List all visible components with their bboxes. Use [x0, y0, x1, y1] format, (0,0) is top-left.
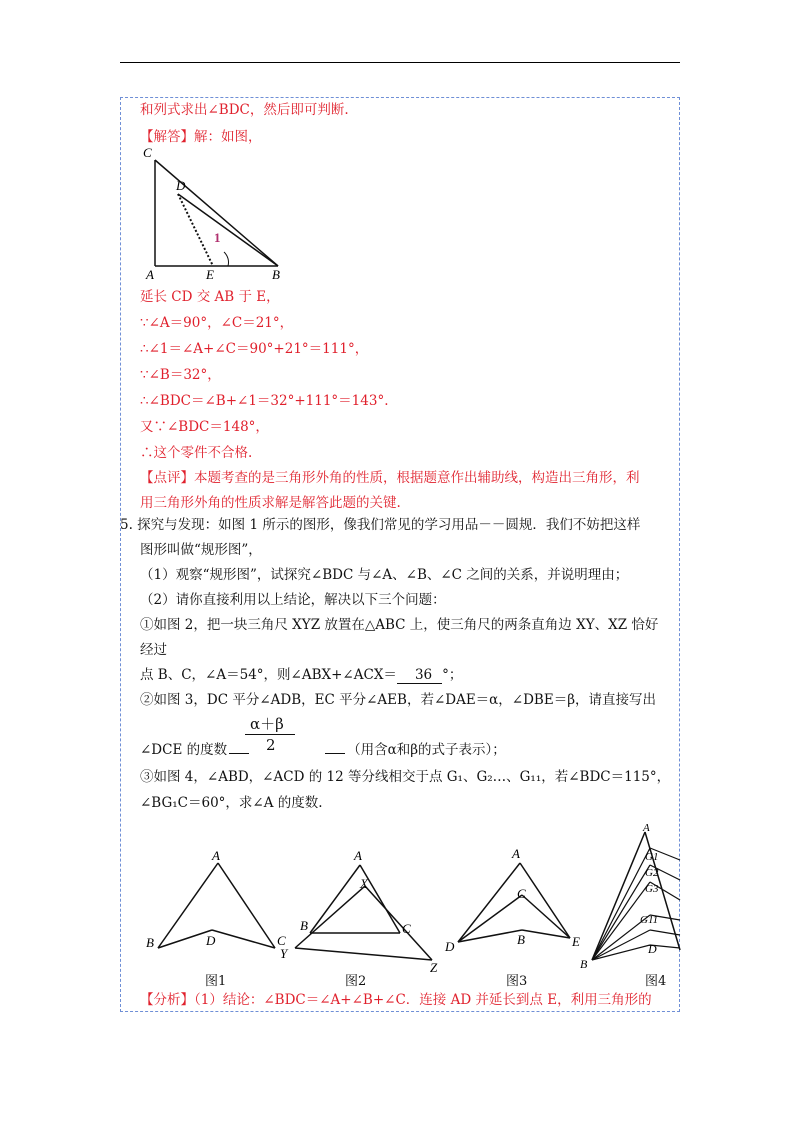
svg-text:G11: G11	[640, 914, 659, 926]
fraction-numerator: α＋β	[250, 715, 284, 733]
caption-figure-4: 图4	[645, 974, 667, 989]
question-2-2-b-end: （用含α和β的式子表示）；	[347, 742, 506, 758]
label-A: A	[146, 267, 154, 282]
question-2-1-c	[140, 665, 462, 685]
question-2-2-b-text: ∠DCE 的度数	[140, 742, 228, 758]
problem5-line-2: 图形叫做“规形图”，	[140, 542, 262, 558]
svg-text:B: B	[517, 932, 525, 947]
step-5: ∴∠BDC＝∠B+∠1＝32°+111°＝143°.	[140, 393, 389, 409]
label-C: C	[143, 145, 152, 160]
step-2: ∵∠A＝90°，∠C＝21°，	[140, 315, 294, 331]
svg-text:Y: Y	[280, 946, 288, 961]
svg-text:Z: Z	[430, 960, 438, 975]
header-rule	[120, 62, 680, 63]
question-2-2-a: ②如图 3，DC 平分∠ADB，EC 平分∠AEB，若∠DAE＝α，∠DBE＝β，请直接写出	[140, 692, 657, 708]
svg-text:A: A	[643, 822, 650, 834]
svg-text:B: B	[300, 918, 308, 933]
question-2-1-b: 经过	[140, 642, 167, 658]
question-1: （1）观察“规形图”，试探究∠BDC 与∠A、∠B、∠C 之间的关系，并说明理由；	[140, 567, 629, 583]
question-2-1-a: ①如图 2，把一块三角尺 XYZ 放置在△ABC 上，使三角尺的两条直角边 XY、XZ 恰好	[140, 617, 659, 633]
svg-text:G3: G3	[645, 883, 659, 895]
caption-figure-3: 图3	[506, 974, 528, 989]
svg-text:C: C	[517, 886, 526, 901]
question-2: （2）请你直接利用以上结论，解决以下三个问题：	[140, 592, 446, 608]
svg-text:G1: G1	[645, 851, 659, 863]
fraction-bar	[245, 734, 295, 735]
comment-line-1: 【点评】本题考查的是三角形外角的性质，根据题意作出辅助线，构造出三角形，利	[140, 470, 640, 486]
svg-text:C: C	[277, 933, 286, 948]
question-2-2-b	[140, 740, 506, 760]
label-D: D	[176, 178, 186, 193]
step-4: ∵∠B＝32°，	[140, 367, 221, 383]
svg-text:D: D	[445, 939, 455, 954]
comment-line-2: 用三角形外角的性质求解是解答此题的关键.	[140, 495, 401, 511]
caption-figure-2: 图2	[345, 974, 367, 989]
step-6: 又∵∠BDC＝148°，	[140, 419, 269, 435]
question-2-1-c-text: 点 B、C，∠A＝54°，则∠ABX+∠ACX＝	[140, 667, 397, 683]
triangle-figure	[140, 142, 300, 286]
label-B: B	[272, 267, 280, 282]
svg-text:X: X	[360, 876, 368, 891]
caption-figure-1: 图1	[205, 974, 227, 989]
answer-blank-36: 36	[397, 667, 442, 684]
figure-4	[580, 822, 680, 971]
svg-text:B: B	[580, 957, 588, 971]
label-E: E	[206, 267, 214, 282]
svg-text:A: A	[354, 848, 362, 863]
question-2-3-b: ∠BG₁C＝60°，求∠A 的度数.	[140, 795, 323, 811]
question-2-1-c-end: °；	[442, 667, 463, 683]
figure-1	[146, 848, 286, 950]
figures-row	[140, 820, 685, 994]
figure-2	[280, 848, 438, 975]
step-3: ∴∠1＝∠A+∠C＝90°+21°＝111°，	[140, 341, 369, 357]
svg-text:C: C	[402, 921, 411, 936]
label-angle-1: 1	[214, 230, 221, 245]
blank-left	[229, 753, 249, 754]
problem5-line-1: 5. 探究与发现：如图 1 所示的图形，像我们常见的学习用品－－圆规．我们不妨把这样	[120, 517, 641, 533]
svg-text:A: A	[512, 846, 520, 861]
svg-text:D: D	[206, 933, 216, 948]
blank-right	[325, 753, 345, 754]
svg-text:D: D	[648, 942, 657, 956]
svg-text:E: E	[572, 934, 580, 949]
step-1: 延长 CD 交 AB 于 E，	[140, 289, 280, 305]
question-2-3-a: ③如图 4，∠ABD，∠ACD 的 12 等分线相交于点 G₁、G₂…、G₁₁，若∠BDC＝115°，	[140, 769, 671, 785]
figure-3	[444, 846, 580, 954]
svg-text:A: A	[212, 848, 220, 863]
analysis-tail: 和列式求出∠BDC，然后即可判断.	[140, 102, 349, 118]
analysis-line: 【分析】（1）结论：∠BDC＝∠A+∠B+∠C．连接 AD 并延长到点 E，利用三角形的	[140, 992, 652, 1008]
step-7: ∴这个零件不合格.	[140, 445, 253, 461]
answer-heading: 【解答】解：如图，	[140, 129, 262, 145]
svg-text:B: B	[146, 935, 154, 950]
svg-text:G2: G2	[645, 867, 659, 879]
fraction-denominator: 2	[266, 736, 276, 754]
